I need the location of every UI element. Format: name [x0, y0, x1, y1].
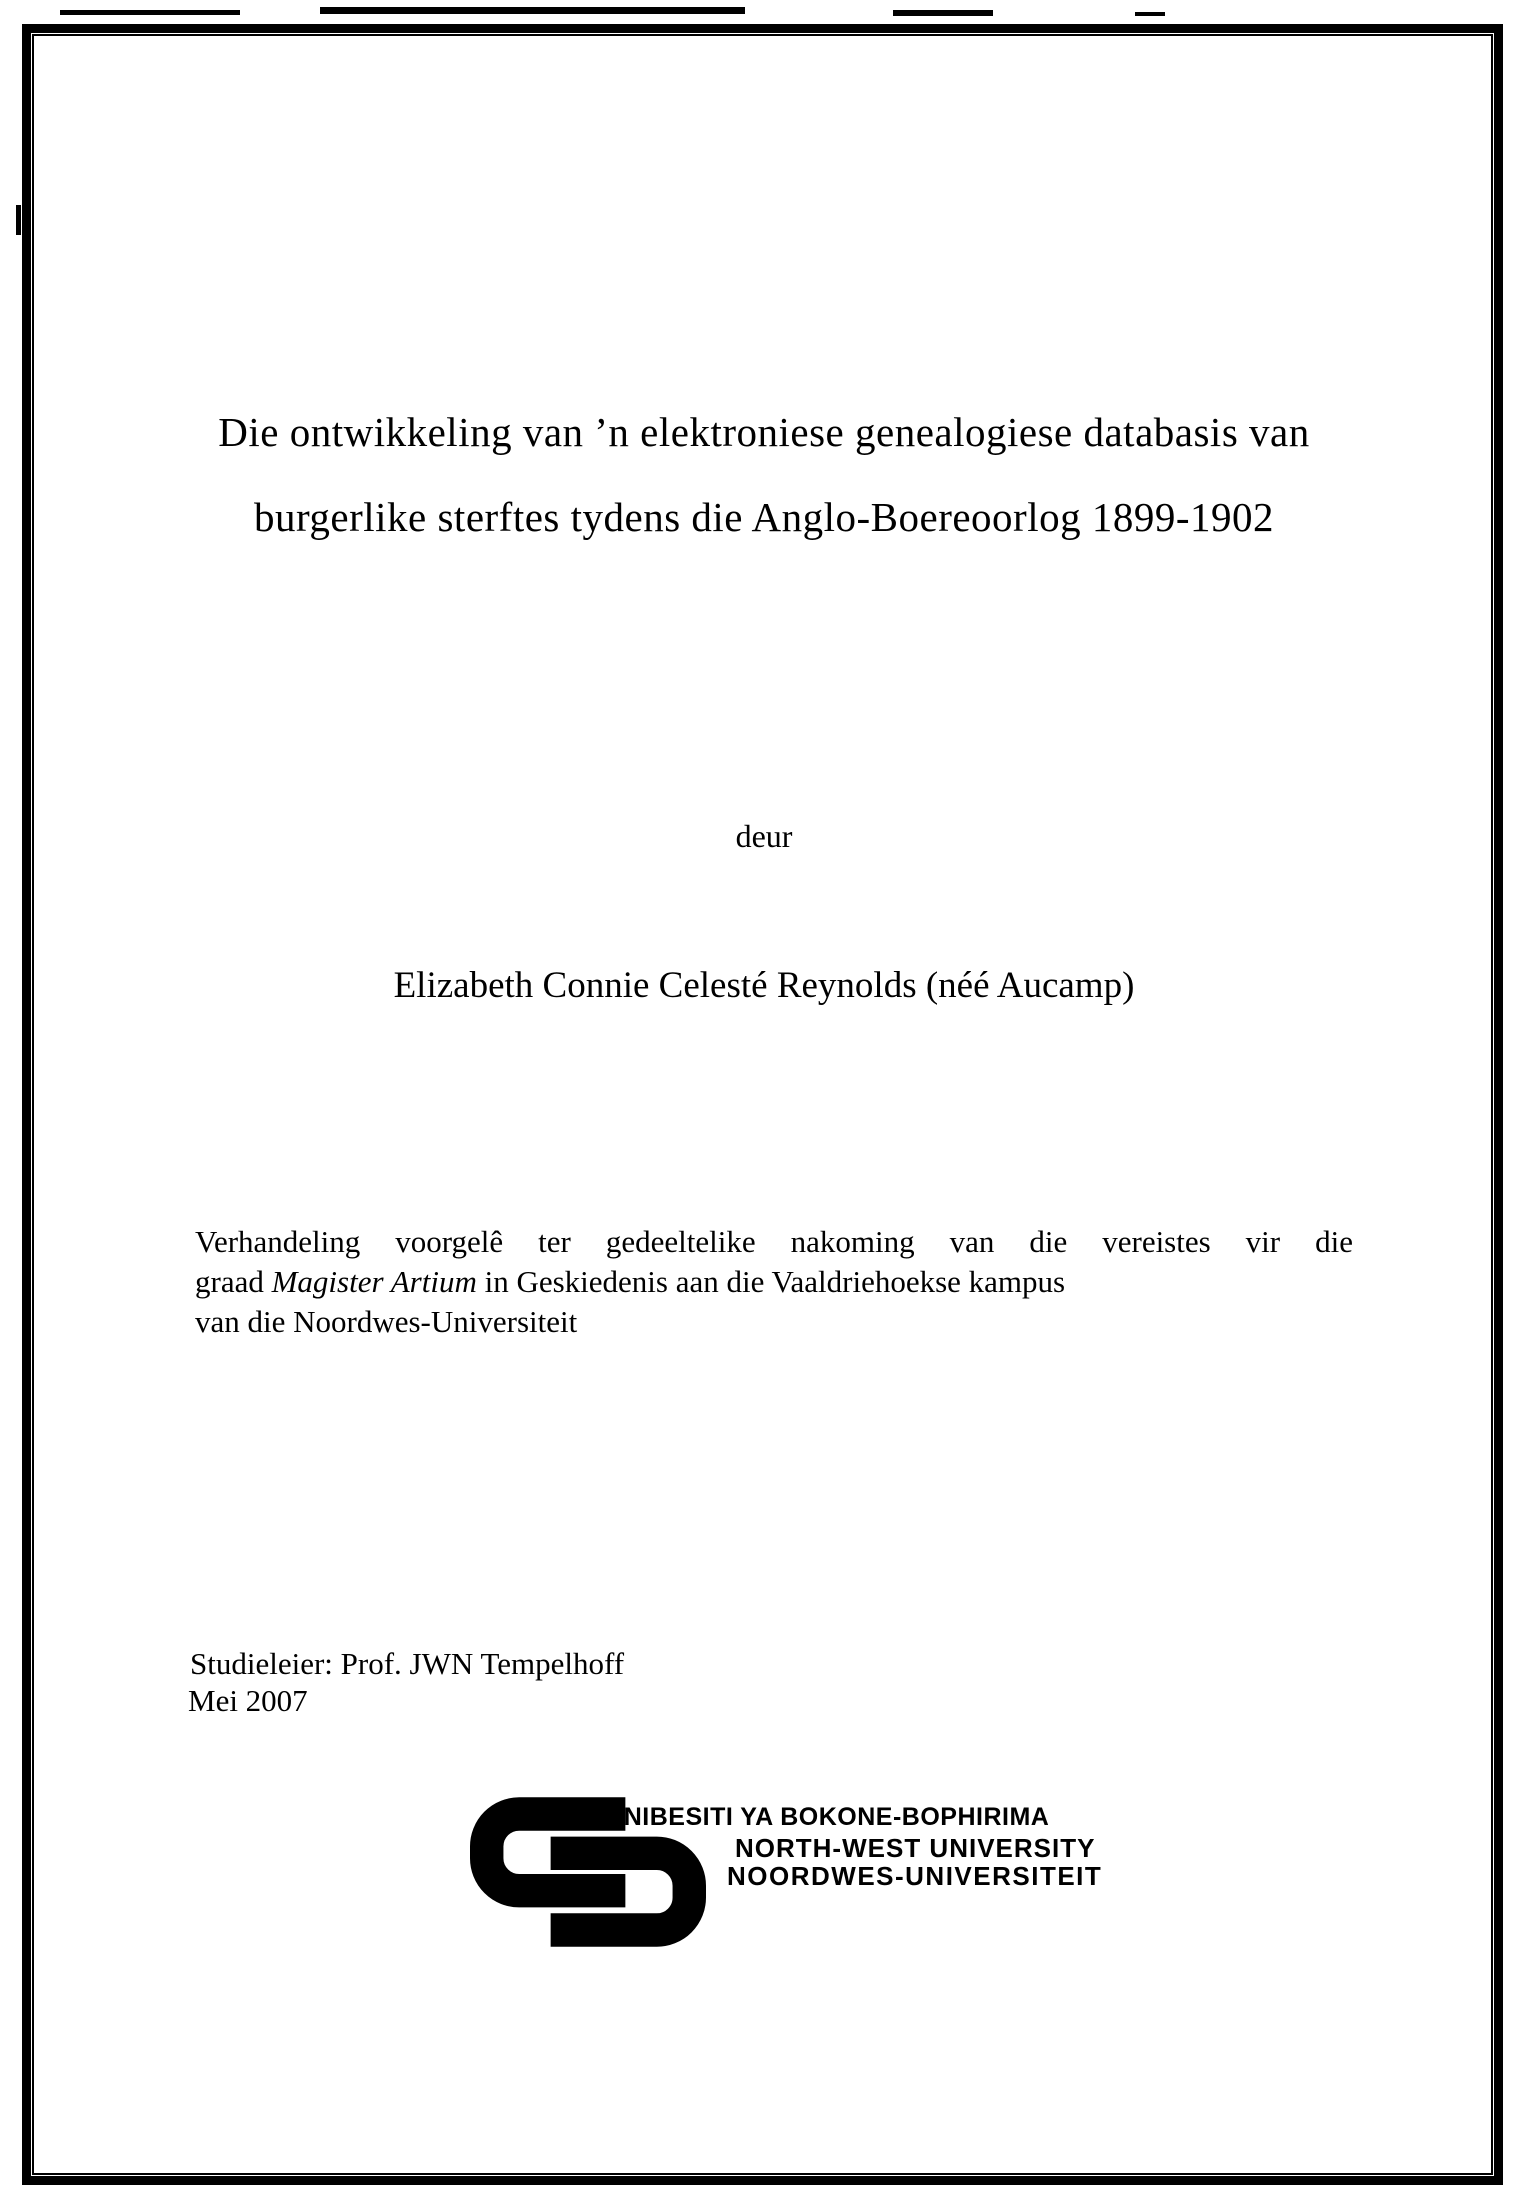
submission-line1: Verhandeling voorgelê ter gedeeltelike nakoming van die vereistes vir die	[195, 1224, 1353, 1259]
thesis-title	[185, 390, 1343, 560]
supervisor-line: Studieleier: Prof. JWN Tempelhoff	[190, 1646, 625, 1681]
scan-artifact	[60, 10, 240, 15]
submission-statement	[195, 1222, 1353, 1342]
degree-name-italic: Magister Artium	[271, 1264, 477, 1299]
submission-line2	[195, 1262, 1353, 1302]
thesis-title-line1: Die ontwikkeling van ’n elektroniese genealogiese databasis van	[218, 409, 1310, 455]
byline-deur: deur	[735, 818, 793, 854]
thesis-title-line2: burgerlike sterftes tydens die Anglo-Boereoorlog 1899-1902	[253, 494, 1274, 540]
logo-text-english: NORTH-WEST UNIVERSITY	[735, 1833, 1096, 1863]
scan-artifact	[1135, 12, 1165, 16]
scan-artifact	[320, 7, 745, 14]
scan-artifact	[16, 205, 21, 235]
submission-line2-pre: graad	[195, 1264, 272, 1299]
submission-line3: van die Noordwes-Universiteit	[195, 1304, 578, 1339]
date-line: Mei 2007	[188, 1683, 308, 1718]
logo-text-setswana: YUNIBESITI YA BOKONE-BOPHIRIMA	[588, 1803, 1050, 1831]
author-name: Elizabeth Connie Celesté Reynolds (néé Aucamp)	[393, 965, 1135, 1006]
scan-artifact	[893, 10, 993, 16]
logo-text-afrikaans: NOORDWES-UNIVERSITEIT	[727, 1861, 1103, 1891]
submission-line2-post: in Geskiedenis aan die Vaaldriehoekse kampus	[476, 1264, 1066, 1299]
